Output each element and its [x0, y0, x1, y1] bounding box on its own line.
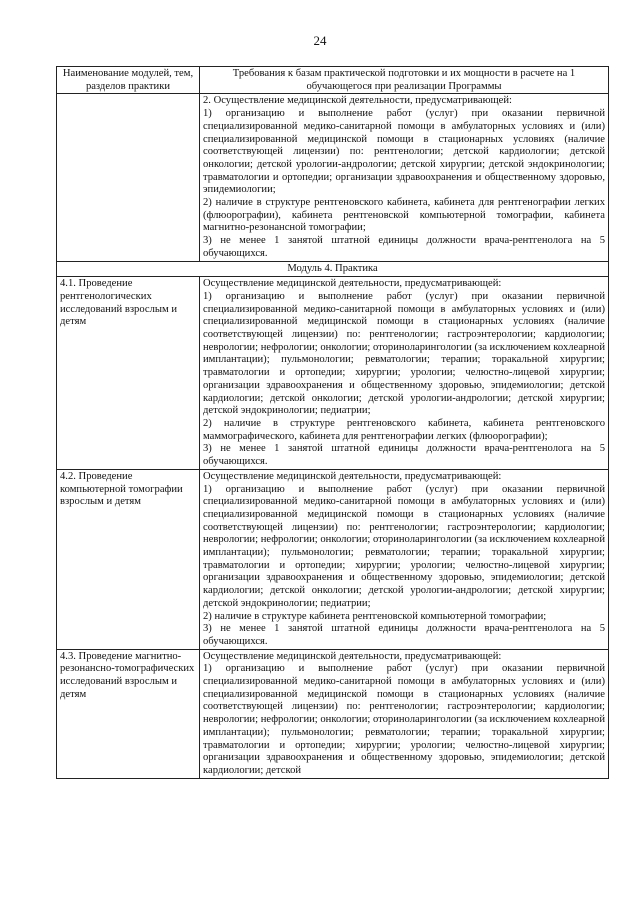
- requirement-line: 1) организацию и выполнение работ (услуг) при оказании первичной специализированной медико-санитарной помощи в амбулаторных условиях и (или) специализированной медицинской помощи в стационарных условиях (наличие соответствующей лицензии) по: рентгенологии; гастроэнтерологии; кардиологии; неврологии; нефрологии; онкологии; оториноларингологии (за исключением кохлеарной имплантации); пульмонологии; ревматологии; терапии; торакальной хирургии; травматологии и ортопедии; хирургии; урологии; челюстно-лицевой хирургии; организации здравоохранения и общественному здоровью, эпидемиологии; детской кардиологии; детской онкологии; детской урологии-андрологии; детской хирургии; детской эндокринологии; педиатрии;: [203, 483, 605, 609]
- table-header-row: [57, 67, 609, 94]
- topic-name-4-1: 4.1. Проведение рентгенологических исследований взрослым и детям: [57, 277, 200, 470]
- continuation-name-cell: [57, 94, 200, 261]
- page-number: 24: [313, 33, 327, 48]
- requirement-line: Осуществление медицинской деятельности, предусматривающей:: [203, 470, 502, 482]
- requirement-line: 3) не менее 1 занятой штатной единицы должности врача-рентгенолога на 5 обучающихся.: [203, 443, 605, 468]
- requirement-line: 2) наличие в структуре рентгеновского кабинета, кабинета для рентгенографии легких (флюорографии), кабинета рентгеновской компьютерной томографии, кабинета магнитно-резонансной томографии;: [203, 197, 605, 234]
- requirements-table: [56, 66, 609, 779]
- continuation-requirements-cell: [200, 94, 609, 261]
- table-row: [57, 649, 609, 778]
- table-row-continuation: [57, 94, 609, 261]
- module-title: Модуль 4. Практика: [57, 261, 609, 277]
- requirement-line: 3) не менее 1 занятой штатной единицы должности врача-рентгенолога на 5 обучающихся.: [203, 623, 605, 647]
- requirement-line: Осуществление медицинской деятельности, предусматривающей:: [203, 650, 502, 662]
- topic-name-4-3: 4.3. Проведение магнитно-резонансно-томографических исследований взрослым и детям: [57, 649, 200, 778]
- topic-requirements-4-3: [200, 649, 609, 778]
- topic-requirements-4-2: [200, 469, 609, 649]
- topic-requirements-4-1: [200, 277, 609, 470]
- topic-name-4-2: 4.2. Проведение компьютерной томографии взрослым и детям: [57, 469, 200, 649]
- requirement-line: 1) организацию и выполнение работ (услуг) при оказании первичной специализированной медико-санитарной помощи в амбулаторных условиях и (или) специализированной медицинской помощи в стационарных условиях (наличие соответствующей лицензии) по: рентгенологии; детской кардиологии; детской онкологии; детской урологии-андрологии; детской хирургии; детской эндокринологии; травматологии и ортопедии; организации здравоохранения и общественному здоровью, эпидемиологии;: [203, 108, 605, 196]
- table-row: [57, 469, 609, 649]
- requirement-line: 3) не менее 1 занятой штатной единицы должности врача-рентгенолога на 5 обучающихся.: [203, 235, 605, 259]
- module-row: [57, 261, 609, 277]
- requirement-line: 2) наличие в структуре рентгеновского кабинета, кабинета рентгеновского маммографического, кабинета для рентгенографии легких (флюорографии);: [203, 417, 605, 442]
- requirement-line: 2. Осуществление медицинской деятельности, предусматривающей:: [203, 95, 512, 107]
- requirement-line: 1) организацию и выполнение работ (услуг) при оказании первичной специализированной медико-санитарной помощи в амбулаторных условиях и (или) специализированной медицинской помощи в стационарных условиях (наличие соответствующей лицензии) по: рентгенологии; гастроэнтерологии; кардиологии; неврологии; нефрологии; онкологии; оториноларингологии (за исключением кохлеарной имплантации); пульмонологии; ревматологии; терапии; торакальной хирургии; травматологии и ортопедии; хирургии; урологии; челюстно-лицевой хирургии; организации здравоохранения и общественному здоровью, эпидемиологии; детской кардиологии; детской: [203, 663, 605, 776]
- requirement-line: 1) организацию и выполнение работ (услуг) при оказании первичной специализированной медико-санитарной помощи в амбулаторных условиях и (или) специализированной медицинской помощи в стационарных условиях (наличие соответствующей лицензии) по: рентгенологии; гастроэнтерологии; кардиологии; неврологии; нефрологии; онкологии; оториноларингологии (за исключением кохлеарной имплантации); пульмонологии; ревматологии; терапии; торакальной хирургии; травматологии и ортопедии; хирургии; урологии; челюстно-лицевой хирургии; организации здравоохранения и общественному здоровью, эпидемиологии; детской кардиологии; детской онкологии; детской урологии-андрологии; детской хирургии; детской эндокринологии; педиатрии;: [203, 290, 605, 417]
- header-modules: Наименование модулей, тем, разделов практики: [57, 67, 200, 94]
- table-row: [57, 277, 609, 470]
- requirement-line: 2) наличие в структуре кабинета рентгеновской компьютерной томографии;: [203, 610, 547, 622]
- requirement-line: Осуществление медицинской деятельности, предусматривающей:: [203, 278, 502, 290]
- header-requirements: Требования к базам практической подготовки и их мощности в расчете на 1 обучающегося при реализации Программы: [200, 67, 609, 94]
